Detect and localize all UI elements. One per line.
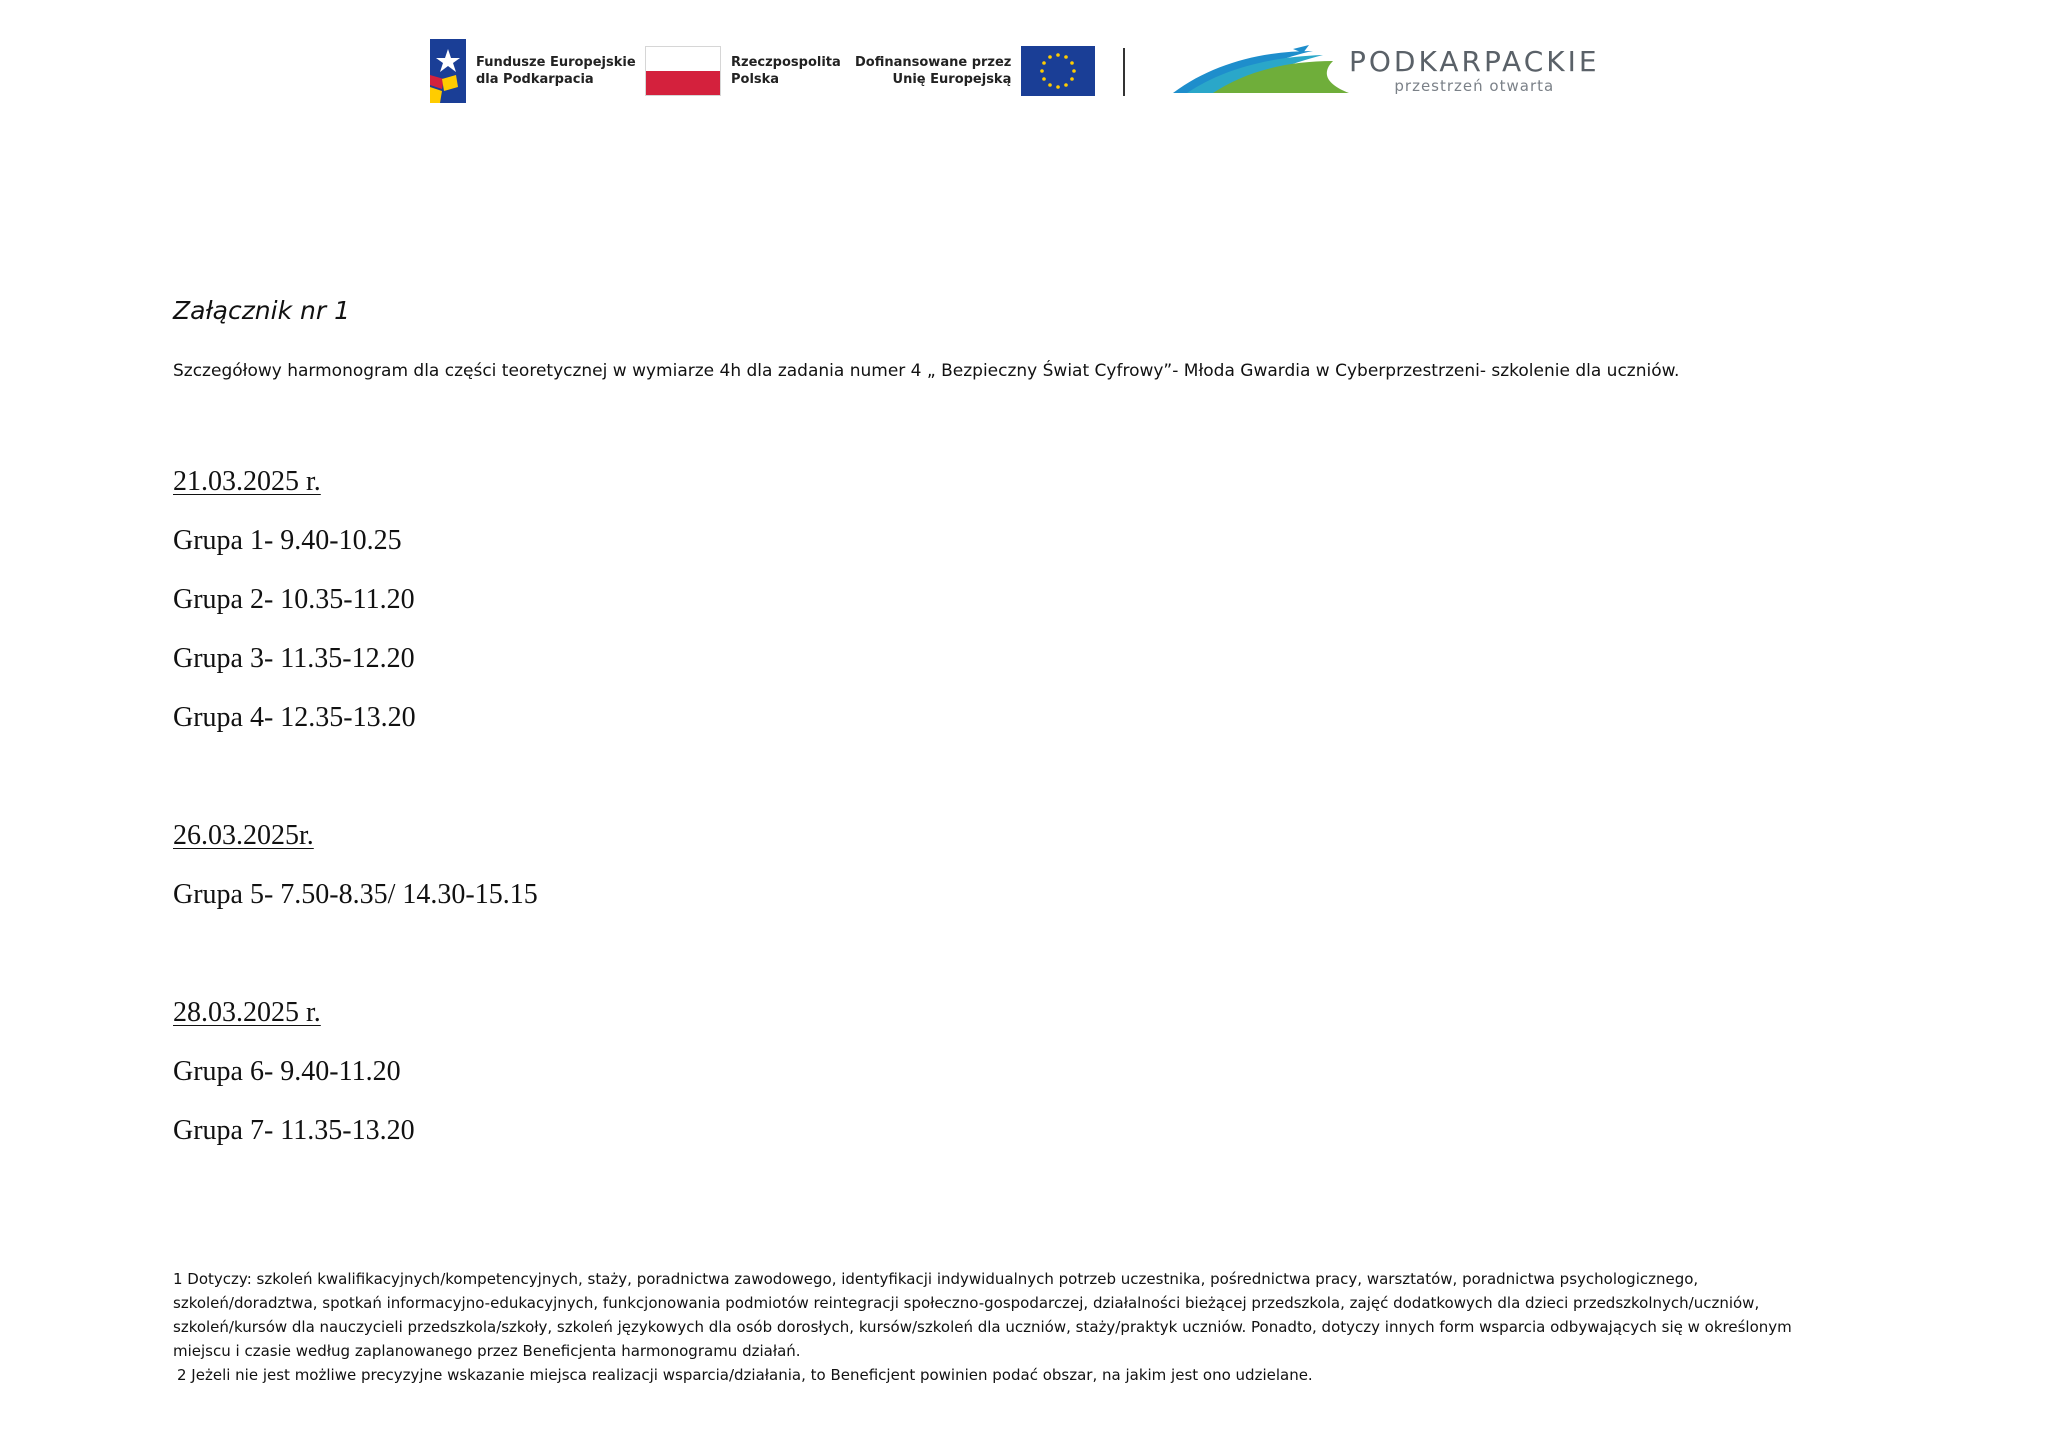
rzeczpospolita-logo-text: Rzeczpospolita Polska: [731, 55, 841, 87]
schedule-date-3: 28.03.2025 r.: [173, 997, 321, 1028]
footnotes: [173, 1267, 1893, 1387]
logo-fundusze-europejskie: [430, 36, 636, 106]
fundusze-europejskie-icon: [430, 39, 466, 103]
footnote-1-line-1: 1 Dotyczy: szkoleń kwalifikacyjnych/kompetencyjnych, staży, poradnictwa zawodowego, identyfikacji indywidualnych potrzeb uczestnika, pośrednictwa pracy, warsztatów, poradnictwa psychologicznego,: [173, 1270, 1699, 1288]
schedule-group-1: Grupa 1- 9.40-10.25: [173, 525, 402, 556]
footnote-2: 2 Jeżeli nie jest możliwe precyzyjne wskazanie miejsca realizacji wsparcia/działania, to Beneficjent powinien podać obszar, na jakim jest ono udzielane.: [177, 1366, 1313, 1384]
schedule-group-4: Grupa 4- 12.35-13.20: [173, 702, 416, 733]
eu-flag-icon: [1021, 46, 1095, 96]
logo-unia-europejska: [855, 36, 1095, 106]
schedule-group-7: Grupa 7- 11.35-13.20: [173, 1115, 415, 1146]
funding-logos-bar: [430, 36, 1600, 106]
schedule-group-3: Grupa 3- 11.35-12.20: [173, 643, 415, 674]
polish-flag-icon: [645, 46, 721, 96]
schedule-group-6: Grupa 6- 9.40-11.20: [173, 1056, 401, 1087]
schedule-description: Szczegółowy harmonogram dla części teoretycznej w wymiarze 4h dla zadania numer 4 „ Bezpieczny Świat Cyfrowy”- Młoda Gwardia w Cyberprzestrzeni- szkolenie dla uczniów.: [173, 361, 1680, 381]
logo-podkarpackie: [1173, 36, 1600, 106]
footnote-1-line-4: miejscu i czasie według zaplanowanego przez Beneficjenta harmonogramu działań.: [173, 1342, 801, 1360]
schedule-date-1: 21.03.2025 r.: [173, 466, 321, 497]
podkarpackie-name: PODKARPACKIE: [1349, 45, 1600, 78]
logo-divider: [1123, 48, 1125, 96]
schedule-group-5: Grupa 5- 7.50-8.35/ 14.30-15.15: [173, 879, 538, 910]
fundusze-logo-text: Fundusze Europejskie dla Podkarpacia: [476, 55, 636, 87]
schedule-group-2: Grupa 2- 10.35-11.20: [173, 584, 415, 615]
schedule-date-2: 26.03.2025r.: [173, 820, 314, 851]
logo-rzeczpospolita-polska: [645, 36, 841, 106]
footnote-1-line-2: szkoleń/doradztwa, spotkań informacyjno-edukacyjnych, funkcjonowania podmiotów reintegracji społeczno-gospodarczej, działalności bieżącej przedszkola, zajęć dodatkowych dla dzieci przedszkolnych/uczniów,: [173, 1294, 1760, 1312]
podkarpackie-hills-icon: [1173, 43, 1353, 99]
eu-logo-text: Dofinansowane przez Unię Europejską: [855, 55, 1012, 87]
annex-title: Załącznik nr 1: [173, 296, 351, 325]
footnote-1-line-3: szkoleń/kursów dla nauczycieli przedszkola/szkoły, szkoleń językowych dla osób dorosłych, kursów/szkoleń dla uczniów, staży/praktyk uczniów. Ponadto, dotyczy innych form wsparcia odbywających się w określonym: [173, 1318, 1792, 1336]
podkarpackie-tagline: przestrzeń otwarta: [1394, 77, 1555, 95]
